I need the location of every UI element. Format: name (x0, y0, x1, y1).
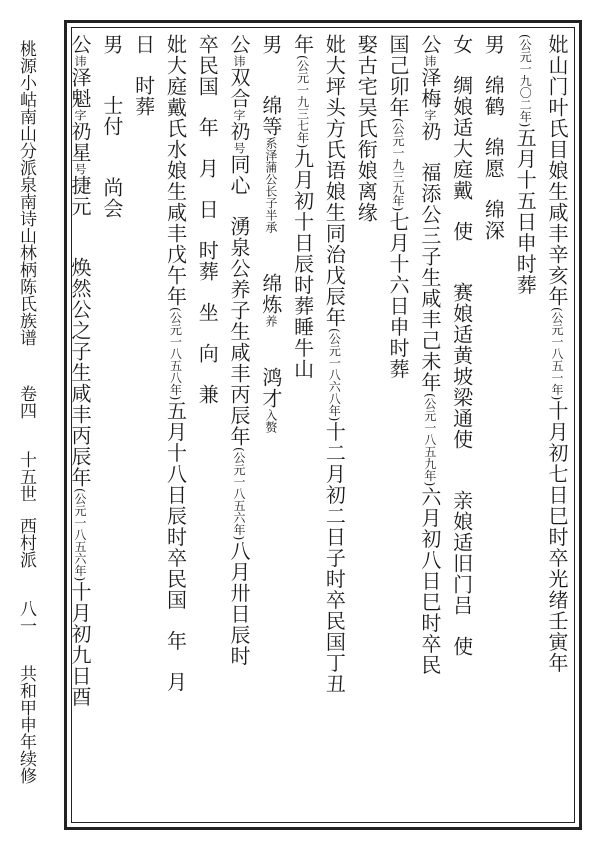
page-number: 八一 (16, 599, 36, 634)
annotation-text: 号 (232, 142, 247, 154)
annotation-text: 讳 (232, 55, 247, 67)
column-text: 绵炼 (258, 273, 283, 315)
column-text: 年 (163, 630, 188, 652)
annotation-text: (公元一九〇二年) (518, 34, 533, 128)
annotation-text: (公元一九三七年) (295, 55, 310, 149)
annotation-text: (公元一八六八年) (327, 328, 342, 422)
column-text: 坐 (195, 302, 220, 323)
column-text: 五月十五日申时葬 (513, 127, 538, 296)
column-text: 泽魁 (68, 67, 93, 109)
text-column (381, 34, 413, 824)
text-column (318, 34, 350, 824)
column-text: 礽 (227, 121, 252, 142)
annotation-text: 讳 (73, 55, 88, 67)
volume-label: 卷四 (16, 385, 36, 420)
text-column (477, 34, 509, 824)
column-text: 公 (68, 34, 93, 55)
annotation-text: 号 (73, 163, 88, 175)
column-text: 年 (195, 117, 220, 138)
column-text: 焕然公之子生咸丰丙辰年 (68, 257, 93, 488)
column-text: 绵等 (258, 95, 283, 137)
column-text: 亲娘适旧门吕 (449, 490, 474, 616)
annotation-text: 系泽蒲公长子半承 (263, 137, 278, 233)
column-text: 妣大庭戴氏水娘生咸丰戊午年 (163, 34, 188, 307)
column-text: 使 (449, 221, 474, 242)
column-text: 男 (481, 34, 506, 55)
edition-label: 共和甲申年续修 (16, 665, 36, 785)
column-text: 双合 (227, 67, 252, 109)
page-margin (10, 40, 42, 830)
column-text: 日 (195, 199, 220, 220)
column-text: 国己卯年 (386, 34, 411, 118)
annotation-text: 入赘 (263, 409, 278, 433)
column-text: 尚会 (99, 177, 124, 219)
column-text: 公 (227, 34, 252, 55)
genealogy-text (68, 34, 572, 824)
column-text: 绸娘适大庭戴 (449, 75, 474, 201)
annotation-text: 讳 (422, 55, 437, 67)
column-text: 卒民国 (195, 34, 220, 97)
column-text: 女 (449, 34, 474, 55)
column-text: 年 (290, 34, 315, 55)
column-text: 福添公三子生咸丰己未年 (417, 162, 442, 393)
annotation-text: 字 (232, 109, 247, 121)
column-text: 妣山门叶氏目娘生咸丰辛亥年 (545, 34, 569, 307)
column-text: 娶古宅吴氏衔娘离缘 (354, 34, 379, 223)
annotation-text: 字 (73, 109, 88, 121)
column-text: 湧泉公养子生咸丰丙辰年 (227, 216, 252, 447)
column-text: 鸿才 (258, 367, 283, 409)
column-text: 妣大坪头方氏语娘生同治戊辰年 (322, 34, 347, 328)
text-column (222, 34, 254, 824)
column-text: 绵深 (481, 199, 506, 241)
text-column (63, 34, 95, 824)
column-text: 绵鹤 (481, 75, 506, 117)
column-text: 月 (195, 158, 220, 179)
column-text: 男 (258, 34, 283, 55)
text-column (254, 34, 286, 824)
column-text: 向 (195, 343, 220, 364)
column-text: 日 (131, 34, 156, 55)
text-column (445, 34, 477, 824)
annotation-text: 养 (263, 315, 278, 327)
text-column (540, 34, 572, 824)
text-column (127, 34, 159, 824)
column-text: 兼 (195, 384, 220, 405)
text-column (190, 34, 222, 824)
column-text: 十月初七日巳时卒光绪壬寅年 (545, 400, 569, 674)
column-text: 五月十八日辰时卒民国 (163, 400, 188, 611)
annotation-text: (公元一八五六年) (73, 488, 88, 582)
text-column (413, 34, 445, 824)
column-text: 时葬 (131, 75, 156, 117)
text-column (159, 34, 191, 824)
column-text: 同心 (227, 154, 252, 196)
column-text: 泽梅 (417, 67, 442, 109)
column-text: 绵愿 (481, 137, 506, 179)
annotation-text: (公元一八五九年) (422, 393, 437, 487)
text-column (286, 34, 318, 824)
branch-label: 西村派 (16, 517, 36, 569)
column-text: 礽星 (68, 121, 93, 163)
annotation-text: (公元一八五一年) (550, 307, 564, 401)
text-column (508, 34, 540, 824)
column-text: 公 (417, 34, 442, 55)
column-text: 捷元 (68, 175, 93, 217)
annotation-text: (公元一八五八年) (168, 307, 183, 401)
column-text: 七月十六日申时葬 (386, 211, 411, 380)
column-text: 使 (449, 636, 474, 657)
annotation-text: 字 (422, 109, 437, 121)
column-text: 礽 (417, 121, 442, 142)
generation-label: 十五世 (16, 450, 36, 502)
column-text: 士付 (99, 95, 124, 137)
column-text: 男 (99, 34, 124, 55)
column-text: 赛娘适黄坡梁通使 (449, 282, 474, 450)
annotation-text: (公元一九三九年) (391, 118, 406, 212)
annotation-text: (公元一八五六年) (232, 447, 247, 541)
column-text: 六月初八日巳时卒民 (417, 486, 442, 676)
text-column (95, 34, 127, 824)
column-text: 九月初十日辰时葬睡牛山 (290, 148, 315, 380)
column-text: 十二月初二日子时卒民国丁丑 (322, 421, 347, 695)
column-text: 时葬 (195, 240, 220, 282)
text-column (349, 34, 381, 824)
genealogy-title: 桃源小岵南山分派泉南诗山林柄陈氏族谱 (16, 40, 36, 346)
column-text: 八月卅日辰时 (227, 540, 252, 667)
column-text: 月 (163, 671, 188, 693)
column-text: 十月初九日酉 (68, 581, 93, 708)
